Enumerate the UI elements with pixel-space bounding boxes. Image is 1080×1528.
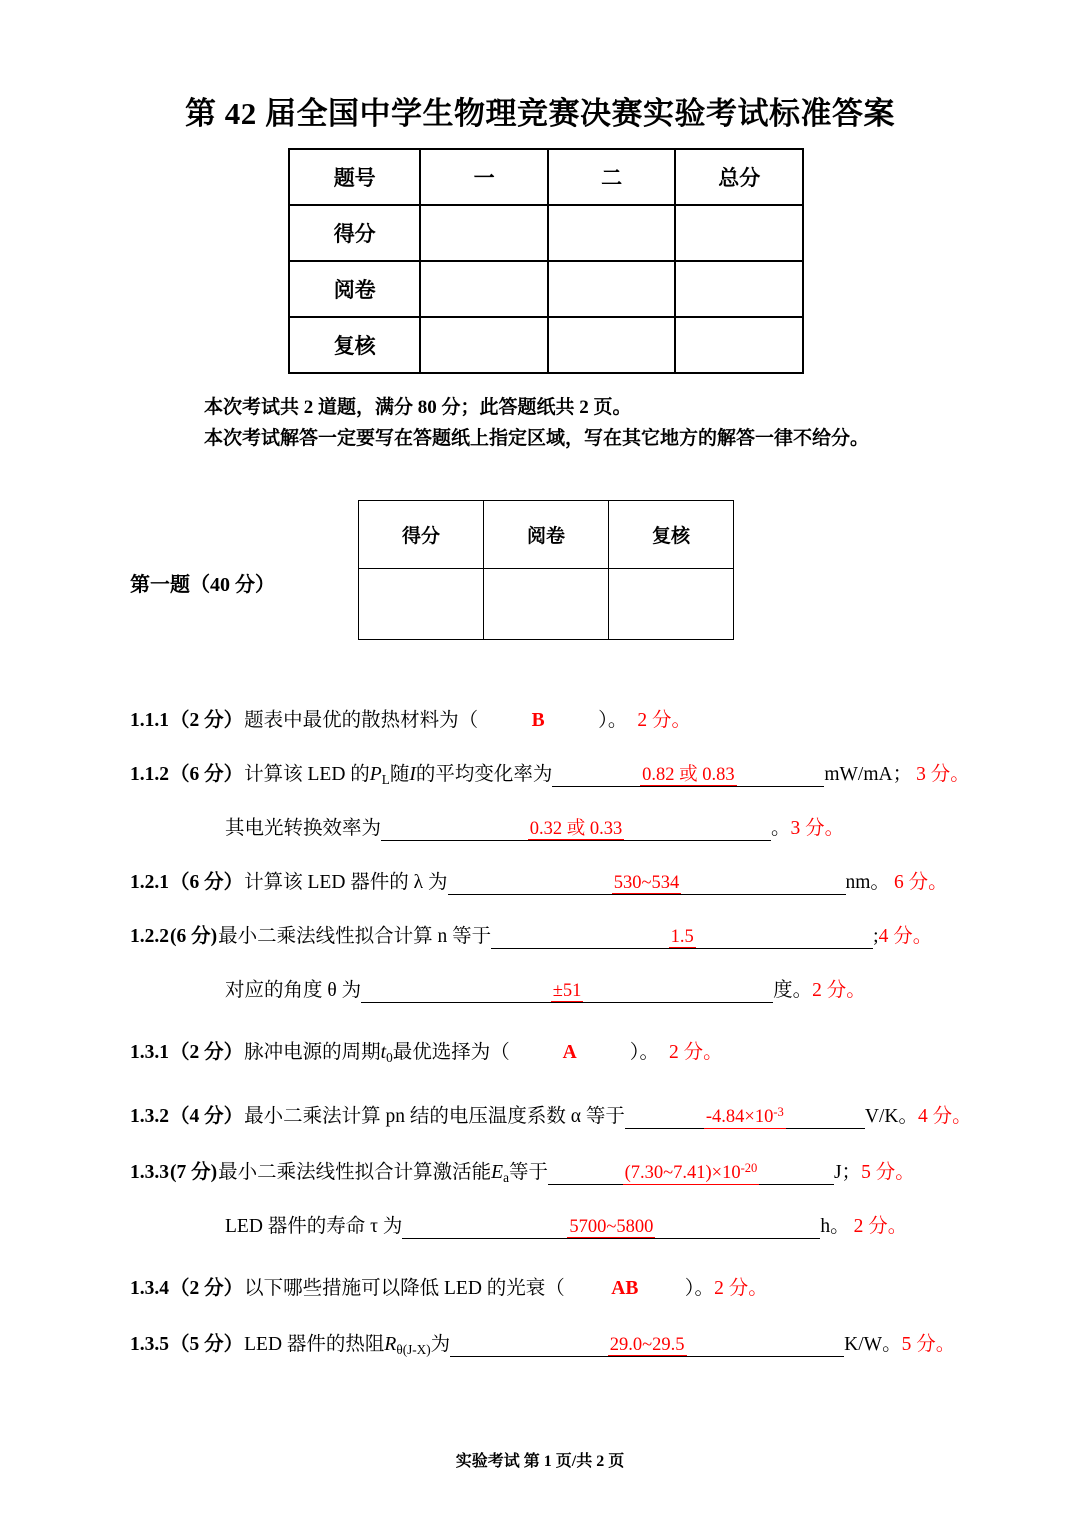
answer-row-1-1-2 — [130, 758, 990, 787]
top-table-cell-grader-1[interactable] — [420, 261, 548, 317]
answer-row-1-1-2b — [225, 812, 990, 841]
top-table-row-label-1: 得分 — [289, 205, 420, 261]
answer-stem-1-1-2a: 计算该 LED 的 — [244, 764, 370, 785]
answer-score-note-1-1-1: 2 分。 — [637, 710, 692, 731]
top-table-cell-score-2[interactable] — [548, 205, 676, 261]
answer-row-1-2-2b — [225, 974, 990, 1003]
top-table-col-1: 二 — [548, 149, 676, 205]
answer-unit-1-3-2: V/K。 — [864, 1106, 918, 1127]
answer-number-1-1-1: 1.1.1 — [130, 710, 169, 731]
answer-number-1-3-4: 1.3.4 — [130, 1278, 169, 1299]
answer-unit-1-1-2b: 。 — [771, 818, 791, 839]
answer-unit-1-2-2b: 度。 — [773, 980, 813, 1001]
answer-value-1-2-2: 1.5 — [670, 927, 694, 947]
answer-points-1-1-2: （6 分） — [170, 764, 244, 785]
answer-value-1-2-1: 530~534 — [613, 873, 680, 893]
answer-var-Ea: $E_a$ — [491, 1162, 509, 1185]
top-table-cell-score-total[interactable] — [675, 205, 803, 261]
question-one-label: 第一题（40 分） — [130, 574, 275, 596]
top-table-row-label-2: 阅卷 — [289, 261, 420, 317]
answer-value-1-3-1[interactable]: A — [562, 1042, 577, 1063]
answer-score-note-1-3-2: 4 分。 — [917, 1106, 972, 1127]
answer-points-1-2-1: （6 分） — [170, 872, 244, 893]
top-table-col-2: 总分 — [675, 149, 803, 205]
question-one-score-table — [358, 500, 734, 640]
table-row — [289, 261, 803, 317]
answer-number-1-2-2: 1.2.2 — [130, 926, 169, 947]
answer-points-1-3-5: （5 分） — [170, 1334, 244, 1355]
exam-instructions — [204, 392, 869, 454]
answer-number-1-3-2: 1.3.2 — [130, 1106, 169, 1127]
answer-blank-1-3-2[interactable] — [625, 1106, 865, 1129]
answer-stem-1-2-2b: 对应的角度 θ 为 — [225, 980, 362, 1001]
q1-cell-grader[interactable] — [484, 569, 609, 640]
answer-var-t0: $t_0$ — [380, 1042, 393, 1065]
answer-points-1-2-2: (6 分) — [170, 926, 218, 947]
table-row — [289, 205, 803, 261]
top-table-cell-review-total[interactable] — [675, 317, 803, 373]
answer-points-1-3-1: （2 分） — [170, 1042, 244, 1063]
answer-row-1-3-3b — [225, 1210, 990, 1239]
instruction-line-2: 本次考试解答一定要写在答题纸上指定区域，写在其它地方的解答一律不给分。 — [204, 428, 870, 449]
answer-score-note-1-3-5: 5 分。 — [901, 1334, 956, 1355]
answer-stem-1-3-5b: 为 — [430, 1334, 451, 1355]
answer-stem-1-2-2: 最小二乘法线性拟合计算 n 等于 — [218, 926, 492, 947]
answer-blank-1-3-3b[interactable] — [402, 1216, 820, 1239]
answer-number-1-3-3: 1.3.3 — [130, 1162, 169, 1183]
answer-points-1-1-1: （2 分） — [170, 710, 244, 731]
answer-unit-1-3-3b: h。 — [820, 1216, 850, 1237]
top-table-col-0: 一 — [420, 149, 548, 205]
answer-points-1-3-4: （2 分） — [170, 1278, 244, 1299]
page-title: 第 42 届全国中学生物理竞赛决赛实验考试标准答案 — [185, 96, 895, 131]
answer-value-1-1-2: 0.82 或 0.83 — [642, 765, 735, 785]
answer-row-1-3-3 — [130, 1156, 990, 1185]
table-row — [289, 149, 803, 205]
answer-row-1-3-1 — [130, 1036, 990, 1064]
answer-blank-1-1-2b[interactable] — [381, 818, 771, 841]
page-footer: 实验考试 第 1 页/共 2 页 — [455, 1453, 625, 1470]
answer-value-1-3-5: 29.0~29.5 — [609, 1335, 685, 1355]
answer-unit-1-2-1: nm。 — [845, 872, 890, 893]
answer-row-1-2-2 — [130, 920, 990, 949]
q1-cell-score[interactable] — [359, 569, 484, 640]
answer-row-1-3-2 — [130, 1100, 990, 1129]
q1-cell-review[interactable] — [609, 569, 734, 640]
answer-stem-after-1-1-1: ）。 — [598, 710, 628, 731]
answer-stem-1-2-1: 计算该 LED 器件的 λ 为 — [244, 872, 448, 893]
answer-blank-1-3-5[interactable] — [450, 1334, 844, 1357]
answer-var-PL: $P_L$ — [369, 764, 390, 787]
top-score-table — [288, 148, 804, 374]
top-table-row-label-0: 题号 — [289, 149, 420, 205]
answer-unit-1-2-2: ; — [873, 926, 879, 947]
top-table-cell-review-1[interactable] — [420, 317, 548, 373]
answer-stem-1-3-2: 最小二乘法计算 pn 结的电压温度系数 α 等于 — [244, 1106, 625, 1127]
q1-header-score: 得分 — [359, 501, 484, 569]
answer-score-note-1-3-3: 5 分。 — [861, 1162, 915, 1183]
answer-value-1-3-3: $(7.30\sim 7.41)\times 10^{-20}$ — [624, 1161, 758, 1183]
answer-value-1-2-2b: ±51 — [552, 981, 582, 1001]
answer-blank-1-1-2[interactable] — [552, 764, 824, 787]
answer-number-1-3-1: 1.3.1 — [130, 1042, 169, 1063]
answer-stem-1-1-2c: 的平均变化率为 — [415, 764, 553, 785]
answer-blank-1-2-2b[interactable] — [361, 980, 773, 1003]
top-table-cell-score-1[interactable] — [420, 205, 548, 261]
answer-number-1-1-2: 1.1.2 — [130, 764, 169, 785]
answer-score-note-1-2-2: 4 分。 — [878, 926, 933, 947]
question-one-header-block — [130, 500, 830, 640]
table-row — [289, 317, 803, 373]
answer-row-1-3-4 — [130, 1272, 990, 1300]
answer-var-I: I — [409, 764, 416, 785]
answer-stem-after-1-3-4: ）。 — [684, 1278, 715, 1299]
answer-points-1-3-3: (7 分) — [170, 1162, 218, 1183]
answer-row-1-2-1 — [130, 866, 990, 895]
answer-blank-1-2-1[interactable] — [448, 872, 846, 895]
answer-value-1-3-4[interactable]: AB — [611, 1278, 639, 1299]
instruction-line-1: 本次考试共 2 道题，满分 80 分；此答题纸共 2 页。 — [204, 397, 632, 418]
answer-score-note-1-2-1: 6 分。 — [893, 872, 948, 893]
answer-score-note-1-1-2: 3 分。 — [916, 764, 970, 785]
answer-stem-1-3-3c: LED 器件的寿命 τ 为 — [225, 1216, 403, 1237]
top-table-cell-grader-total[interactable] — [675, 261, 803, 317]
answer-stem-1-3-1: 脉冲电源的周期 — [244, 1042, 381, 1063]
answer-stem-1-1-2b2: 其电光转换效率为 — [225, 818, 382, 839]
answer-score-note-1-3-1: 2 分。 — [668, 1042, 723, 1063]
table-row — [359, 501, 734, 569]
answer-unit-1-3-3: J； — [833, 1162, 862, 1183]
answer-stem-after-1-3-1: ）。 — [629, 1042, 659, 1063]
table-row — [359, 569, 734, 640]
answer-score-note-1-3-4: 2 分。 — [714, 1278, 768, 1299]
answer-blank-1-2-2[interactable] — [491, 926, 873, 949]
answer-unit-1-1-2: mW/mA； — [824, 764, 913, 785]
answer-stem-1-1-1: 题表中最优的散热材料为（ — [244, 710, 479, 731]
answer-unit-1-3-5: K/W。 — [844, 1334, 902, 1355]
answer-value-1-1-2b: 0.32 或 0.33 — [529, 819, 623, 839]
answer-number-1-3-5: 1.3.5 — [130, 1334, 169, 1355]
answer-stem-1-3-3: 最小二乘法线性拟合计算激活能 — [218, 1162, 492, 1183]
answer-stem-1-3-4: 以下哪些措施可以降低 LED 的光衰（ — [244, 1278, 565, 1299]
answer-value-1-3-3b: 5700~5800 — [569, 1217, 654, 1237]
answer-row-1-3-5 — [130, 1328, 990, 1357]
answer-stem-1-3-3b: 等于 — [508, 1162, 548, 1183]
answer-row-1-1-1 — [130, 704, 990, 732]
answer-score-note-1-2-2b: 2 分。 — [812, 980, 866, 1001]
q1-header-review: 复核 — [609, 501, 734, 569]
answer-value-1-3-2: $-4.84\times 10^{-3}$ — [705, 1105, 784, 1127]
answer-stem-1-3-5: LED 器件的热阻 — [244, 1334, 385, 1355]
answer-score-note-1-3-3b: 2 分。 — [853, 1216, 908, 1237]
answer-score-note-1-1-2b: 3 分。 — [790, 818, 845, 839]
q1-header-grader: 阅卷 — [484, 501, 609, 569]
top-table-cell-review-2[interactable] — [548, 317, 676, 373]
top-table-row-label-3: 复核 — [289, 317, 420, 373]
answer-value-1-1-1[interactable]: B — [531, 710, 545, 731]
answer-points-1-3-2: （4 分） — [170, 1106, 244, 1127]
answer-stem-1-3-1b: 最优选择为（ — [392, 1042, 510, 1063]
answer-stem-1-1-2b: 随 — [389, 764, 410, 785]
answer-var-Rtheta: $R_{\theta(J-X)}$ — [384, 1334, 431, 1357]
answer-number-1-2-1: 1.2.1 — [130, 872, 169, 893]
top-table-cell-grader-2[interactable] — [548, 261, 676, 317]
answer-blank-1-3-3[interactable] — [548, 1162, 834, 1185]
